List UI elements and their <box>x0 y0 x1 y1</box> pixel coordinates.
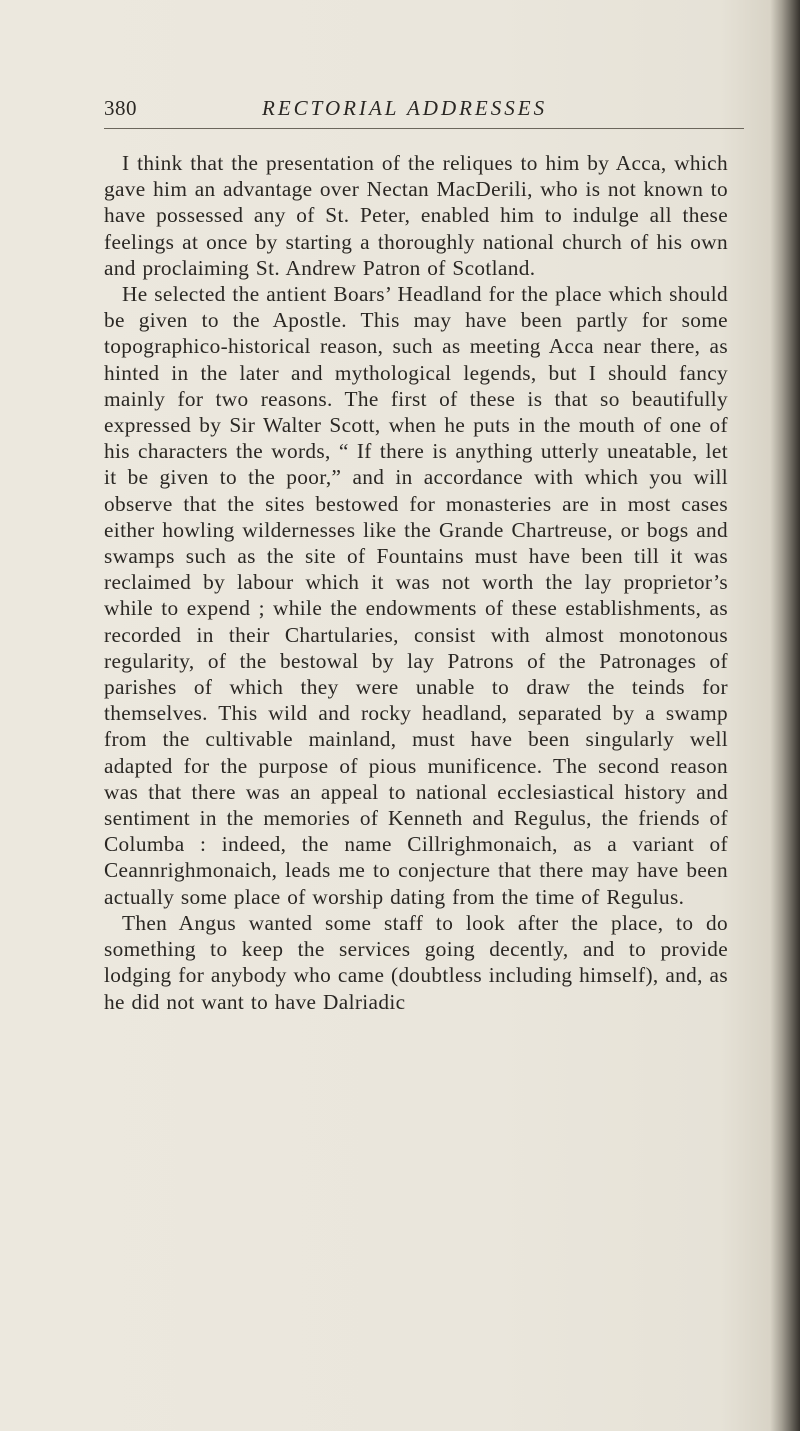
running-head <box>104 96 744 126</box>
page-edge-shadow <box>770 0 800 1431</box>
page-number: 380 <box>104 96 137 120</box>
body-text <box>104 150 728 1015</box>
header-rule <box>104 128 744 129</box>
paragraph: He selected the antient Boars’ Headland for the place which should be given to the Apostle. This may have been partly for some topographico-historical reason, such as meeting Acca near there, as hinted in the later and mythological legends, but I should fancy mainly for two reasons. The first of these is that so beautifully expressed by Sir Walter Scott, when he puts in the mouth of one of his characters the words, “ If there is anything utterly uneatable, let it be given to the poor,” and in accordance with which you will observe that the sites bestowed for monasteries are in most cases either howling wildernesses like the Grande Chartreuse, or bogs and swamps such as the site of Fountains must have been till it was reclaimed by labour which it was not worth the lay proprietor’s while to expend ; while the endowments of these establishments, as recorded in their Chartularies, consist with almost monotonous regularity, of the bestowal by lay Patrons of the Patronages of parishes of which they were unable to draw the teinds for themselves. This wild and rocky headland, separated by a swamp from the cultivable mainland, must have been singularly well adapted for the purpose of pious munificence. The second reason was that there was an appeal to national ecclesiastical history and sentiment in the memories of Kenneth and Regulus, the friends of Columba : indeed, the name Cillrighmonaich, as a variant of Ceannrighmonaich, leads me to conjecture that there may have been actually some place of worship dating from the time of Regulus. <box>104 282 728 909</box>
paragraph: Then Angus wanted some staff to look after the place, to do something to keep the services going decently, and to provide lodging for anybody who came (doubtless including himself), and, as he did not want to have Dalriadic <box>104 910 728 1014</box>
running-title: RECTORIAL ADDRESSES <box>262 96 548 120</box>
paragraph: I think that the presentation of the reliques to him by Acca, which gave him an advantage over Nectan MacDerili, who is not known to have possessed any of St. Peter, enabled him to indulge all these feelings at once by starting a thoroughly national church of his own and proclaiming St. Andrew Patron of Scotland. <box>104 151 728 280</box>
